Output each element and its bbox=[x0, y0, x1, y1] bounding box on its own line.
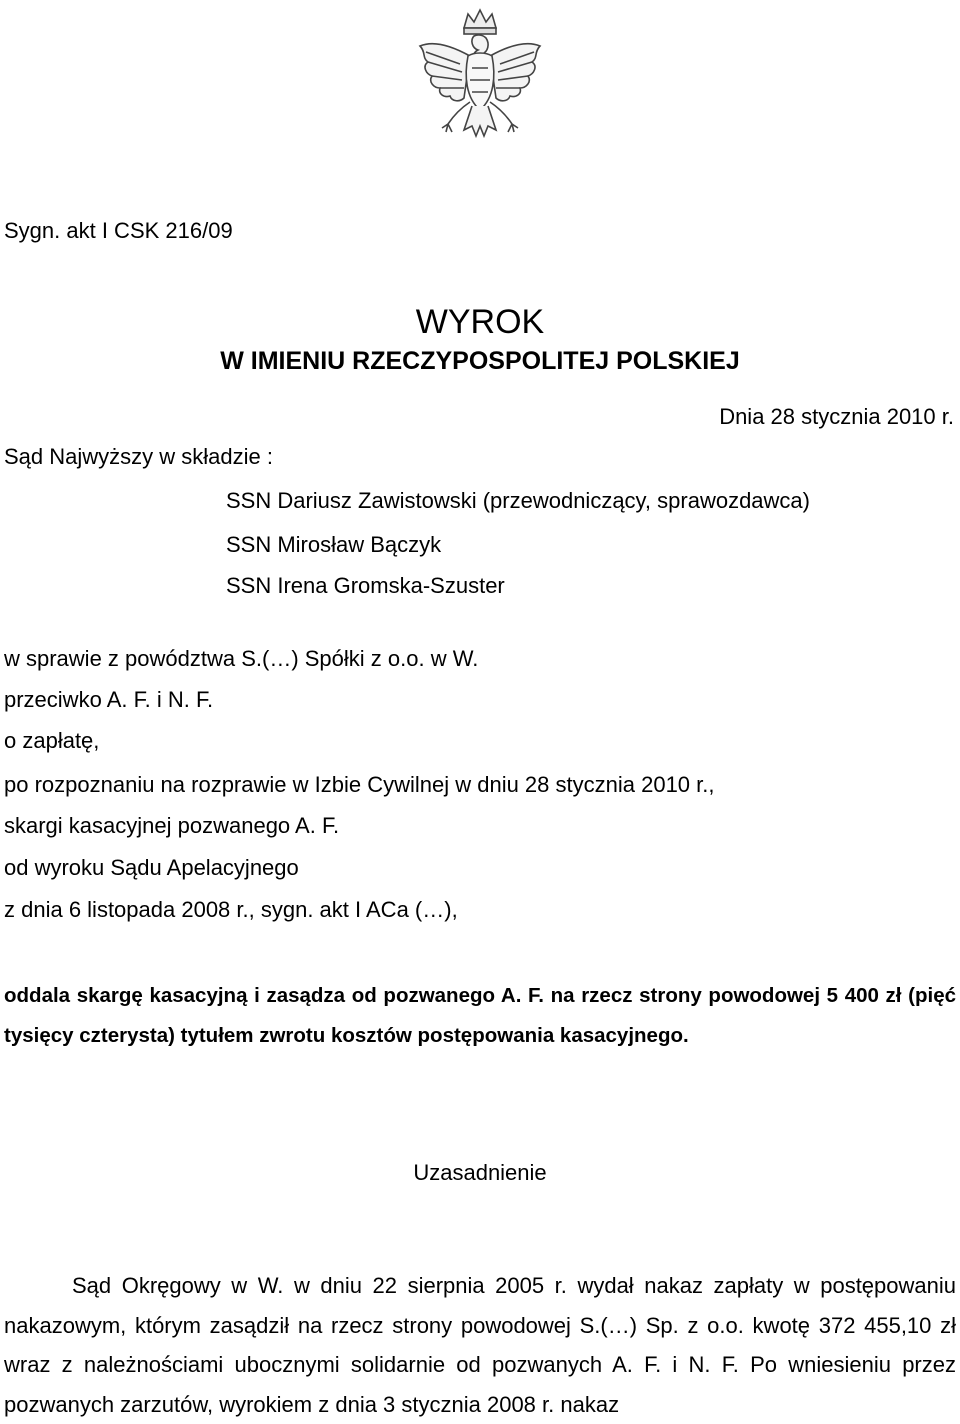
case-line-3: o zapłatę, bbox=[4, 728, 100, 753]
case-line-7: z dnia 6 listopada 2008 r., sygn. akt I ACa (…), bbox=[4, 897, 458, 922]
justification-heading: Uzasadnienie bbox=[413, 1160, 547, 1185]
case-number: Sygn. akt I CSK 216/09 bbox=[4, 218, 233, 243]
case-line-1: w sprawie z powództwa S.(…) Spółki z o.o. w W. bbox=[4, 646, 479, 671]
judge-3: SSN Irena Gromska-Szuster bbox=[226, 573, 505, 598]
justification-text: Sąd Okręgowy w W. w dniu 22 sierpnia 2005 r. wydał nakaz zapłaty w postępowaniu nakazowym, którym zasądził na rzecz strony powodowej S.(…) Sp. z o.o. kwotę 372 455,10 zł wraz z należnościami ubocznymi solidarnie od pozwanych A. F. i N. F. Po wniesieniu przez pozwanych zarzutów, wyrokiem z dnia 3 stycznia 2008 r. nakaz bbox=[4, 1273, 956, 1417]
ruling-text: oddala skargę kasacyjną i zasądza od pozwanego A. F. na rzecz strony powodowej 5 400 zł (pięć tysięcy czterysta) tytułem zwrotu kosztów postępowania kasacyjnego. bbox=[4, 984, 956, 1047]
case-line-4: po rozpoznaniu na rozprawie w Izbie Cywilnej w dniu 28 stycznia 2010 r., bbox=[4, 772, 715, 797]
case-line-5: skargi kasacyjnej pozwanego A. F. bbox=[4, 813, 340, 838]
case-line-6: od wyroku Sądu Apelacyjnego bbox=[4, 855, 299, 880]
document-title: WYROK bbox=[415, 303, 545, 341]
judge-2: SSN Mirosław Bączyk bbox=[226, 532, 442, 557]
court-composition-label: Sąd Najwyższy w składzie : bbox=[4, 444, 273, 469]
ruling-date: Dnia 28 stycznia 2010 r. bbox=[719, 404, 954, 429]
polish-eagle-emblem-icon bbox=[412, 6, 548, 156]
judge-1: SSN Dariusz Zawistowski (przewodniczący, sprawozdawca) bbox=[226, 488, 810, 513]
document-subtitle: W IMIENIU RZECZYPOSPOLITEJ POLSKIEJ bbox=[220, 347, 740, 375]
case-line-2: przeciwko A. F. i N. F. bbox=[4, 687, 214, 712]
